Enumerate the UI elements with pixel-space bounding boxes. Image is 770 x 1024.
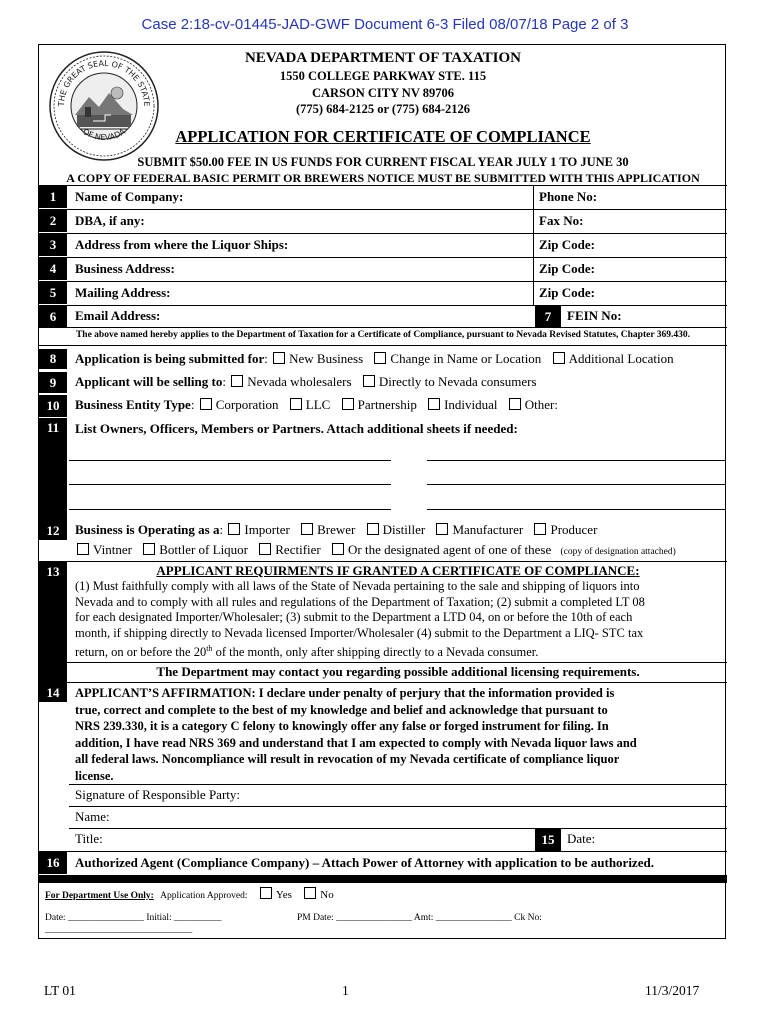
corporation-label: Corporation — [215, 397, 279, 412]
corporation-checkbox[interactable] — [200, 398, 212, 410]
field-number: 6 — [39, 306, 67, 327]
form-title: APPLICATION FOR CERTIFICATE OF COMPLIANCE — [175, 127, 591, 146]
designated-agent-checkbox[interactable] — [332, 543, 344, 555]
field-number: 4 — [39, 258, 67, 280]
field-number: 15 — [535, 829, 561, 851]
selling-to-row: 9 Applicant will be selling to: Nevada wholesalers Directly to Nevada consumers — [39, 372, 727, 394]
owner-line-3[interactable] — [69, 484, 391, 485]
department-name: NEVADA DEPARTMENT OF TAXATION — [244, 50, 522, 66]
field-number: 14 — [39, 683, 67, 702]
seal-text-bottom: OF NEVADA — [81, 127, 127, 143]
owners-label: List Owners, Officers, Members or Partners. Attach additional sheets if needed: — [75, 421, 518, 436]
department-address-line2: CARSON CITY NV 89706 — [311, 86, 455, 100]
field-number: 10 — [39, 395, 67, 417]
permit-notice: A COPY OF FEDERAL BASIC PERMIT OR BREWERS NOTICE MUST BE SUBMITTED WITH THIS APPLICATION — [66, 171, 700, 185]
department-phone: (775) 684-2125 or (775) 684-2126 — [295, 102, 471, 116]
department-address-line1: 1550 COLLEGE PARKWAY STE. 115 — [279, 69, 487, 83]
other-checkbox[interactable] — [509, 398, 521, 410]
field-number: 9 — [39, 372, 67, 393]
field-number: 7 — [535, 306, 561, 327]
entity-type-label: Business Entity Type — [75, 397, 191, 412]
authorized-agent-label: Authorized Agent (Compliance Company) – Attach Power of Attorney with application to be authorized. — [75, 855, 654, 870]
phone-label: Phone No: — [539, 189, 598, 204]
approved-yes-checkbox[interactable] — [260, 887, 272, 899]
field-number: 5 — [39, 282, 67, 304]
dept-underline: _______________________________ — [45, 925, 193, 935]
requirements-text: (1) Must faithfully comply with all laws of the State of Nevada pertaining to the sale and shipping of liquors into Nevada and to comply with all rules and regulations of the Department of Taxation; (2) submit a completed LT 08 for each designated Importer/Wholesaler; (3) submit to the Department a LTD 04, on or before the 10th of each month, if shipping directly to Nevada licensed Importer/Wholesaler (4) submit to the Department a LIQ- STC tax return, on or before the 20th of the month, only after shipping directly to a Nevada consumer. — [75, 579, 645, 660]
owners-section — [39, 418, 727, 522]
producer-checkbox[interactable] — [534, 523, 546, 535]
field-number: 8 — [39, 349, 67, 369]
distiller-label: Distiller — [382, 522, 426, 537]
approved-label: Application Approved: — [160, 891, 248, 901]
operating-as-label: Business is Operating as a — [75, 522, 220, 537]
additional-location-label: Additional Location — [568, 351, 674, 366]
page-number: 1 — [342, 983, 349, 998]
owner-line-5[interactable] — [69, 509, 391, 510]
manufacturer-checkbox[interactable] — [436, 523, 448, 535]
ship-address-label: Address from where the Liquor Ships: — [75, 237, 289, 252]
llc-label: LLC — [305, 397, 331, 412]
change-name-location-checkbox[interactable] — [374, 352, 386, 364]
approved-yes-label: Yes — [275, 889, 292, 901]
field-number: 16 — [39, 852, 67, 874]
owner-line-4[interactable] — [427, 484, 725, 485]
submission-type-row: 8 Application is being submitted for: New Business Change in Name or Location Additional Location — [39, 349, 727, 371]
dept-date-initial[interactable]: Date: ________________ Initial: __________ — [45, 913, 222, 923]
contact-notice: The Department may contact you regarding possible additional licensing requirements. — [156, 664, 640, 679]
entity-type-row: 10 Business Entity Type: Corporation LLC Partnership Individual Other: — [39, 395, 727, 417]
field-row-mailing-address[interactable] — [39, 282, 727, 305]
title-field[interactable]: Title: — [75, 831, 103, 846]
signature-field[interactable]: Signature of Responsible Party: — [75, 787, 241, 802]
importer-label: Importer — [244, 522, 290, 537]
producer-label: Producer — [550, 522, 598, 537]
operating-as-section: 12 Business is Operating as a: Importer Brewer Distiller Manufacturer Producer Vintner Bottler of Liquor Rectifier Or the designated agent of one of these (copy of designation attached) — [39, 521, 727, 561]
name-field[interactable]: Name: — [75, 809, 110, 824]
owner-line-1[interactable] — [69, 460, 391, 461]
field-number: 12 — [39, 521, 67, 540]
change-name-location-label: Change in Name or Location — [390, 351, 542, 366]
department-use-label: For Department Use Only: — [45, 891, 154, 901]
new-business-checkbox[interactable] — [273, 352, 285, 364]
authorized-agent-row — [39, 852, 727, 874]
manufacturer-label: Manufacturer — [452, 522, 524, 537]
partnership-label: Partnership — [357, 397, 417, 412]
zip-code-label: Zip Code: — [539, 285, 595, 300]
zip-code-label: Zip Code: — [539, 237, 595, 252]
bottler-label: Bottler of Liquor — [159, 542, 249, 557]
additional-location-checkbox[interactable] — [553, 352, 565, 364]
rectifier-label: Rectifier — [275, 542, 321, 557]
nevada-wholesalers-checkbox[interactable] — [231, 375, 243, 387]
designation-note: (copy of designation attached) — [560, 547, 676, 557]
selling-to-label: Applicant will be selling to — [75, 374, 223, 389]
revision-date: 11/3/2017 — [645, 983, 700, 998]
importer-checkbox[interactable] — [228, 523, 240, 535]
partnership-checkbox[interactable] — [342, 398, 354, 410]
mailing-address-label: Mailing Address: — [75, 285, 171, 300]
owner-line-2[interactable] — [427, 460, 725, 461]
vintner-checkbox[interactable] — [77, 543, 89, 555]
field-row-email[interactable] — [39, 306, 727, 328]
seal-text-top: THE GREAT SEAL OF THE STATE — [56, 58, 152, 107]
field-number: 11 — [39, 418, 67, 521]
zip-code-label: Zip Code: — [539, 261, 595, 276]
distiller-checkbox[interactable] — [367, 523, 379, 535]
date-field[interactable]: Date: — [567, 831, 596, 846]
approved-no-label: No — [320, 889, 334, 901]
brewer-label: Brewer — [317, 522, 356, 537]
application-form — [38, 44, 726, 939]
submission-type-label: Application is being submitted for — [75, 351, 265, 366]
dba-label: DBA, if any: — [75, 213, 145, 228]
field-row-company[interactable] — [39, 186, 727, 209]
department-use-row — [39, 887, 727, 901]
designated-agent-label: Or the designated agent of one of these — [348, 542, 552, 557]
fax-label: Fax No: — [539, 213, 584, 228]
bottler-checkbox[interactable] — [143, 543, 155, 555]
field-row-business-address[interactable] — [39, 258, 727, 281]
affirmation-text: APPLICANT’S AFFIRMATION: I declare under penalty of perjury that the information provided is true, correct and complete to the best of my knowledge and belief and acknowledge that pursuant to NRS 239.330, it is a category C felony to knowingly offer any false or forged instrument for filing. In addition, I have read NRS 369 and understand that I am expected to comply with Nevada liquor laws and all federal laws. Noncompliance will result in revocation of my Nevada certificate of compliance liquor license. — [75, 686, 637, 783]
statute-note: The above named hereby applies to the Department of Taxation for a Certificate of Compliance, pursuant to Nevada Revised Statutes, Chapter 369.430. — [75, 330, 691, 340]
field-number: 1 — [39, 186, 67, 208]
company-name-label: Name of Company: — [75, 189, 184, 204]
individual-checkbox[interactable] — [428, 398, 440, 410]
approved-no-checkbox[interactable] — [304, 887, 316, 899]
section-divider — [39, 875, 727, 883]
brewer-checkbox[interactable] — [301, 523, 313, 535]
individual-label: Individual — [444, 397, 498, 412]
other-label: Other: — [524, 397, 558, 412]
llc-checkbox[interactable] — [290, 398, 302, 410]
vintner-label: Vintner — [93, 542, 132, 557]
requirements-heading: APPLICANT REQUIRMENTS IF GRANTED A CERTIFICATE OF COMPLIANCE: — [156, 563, 640, 578]
field-row-dba[interactable] — [39, 210, 727, 233]
nevada-wholesalers-label: Nevada wholesalers — [247, 374, 352, 389]
field-number: 13 — [39, 562, 67, 682]
new-business-label: New Business — [289, 351, 364, 366]
field-row-ship-address[interactable] — [39, 234, 727, 257]
form-code: LT 01 — [44, 983, 76, 998]
field-number: 3 — [39, 234, 67, 256]
fein-label: FEIN No: — [567, 308, 622, 323]
rectifier-checkbox[interactable] — [259, 543, 271, 555]
court-filing-stamp: Case 2:18-cv-01445-JAD-GWF Document 6-3 Filed 08/07/18 Page 2 of 3 — [141, 16, 629, 33]
direct-consumers-label: Directly to Nevada consumers — [378, 374, 537, 389]
business-address-label: Business Address: — [75, 261, 175, 276]
email-label: Email Address: — [75, 308, 161, 323]
field-number: 2 — [39, 210, 67, 232]
dept-pm-amt-ck[interactable]: PM Date: ________________ Amt: ________________ Ck No: — [297, 913, 542, 923]
owner-line-6[interactable] — [427, 509, 725, 510]
direct-consumers-checkbox[interactable] — [363, 375, 375, 387]
fee-notice: SUBMIT $50.00 FEE IN US FUNDS FOR CURRENT FISCAL YEAR JULY 1 TO JUNE 30 — [137, 155, 629, 169]
